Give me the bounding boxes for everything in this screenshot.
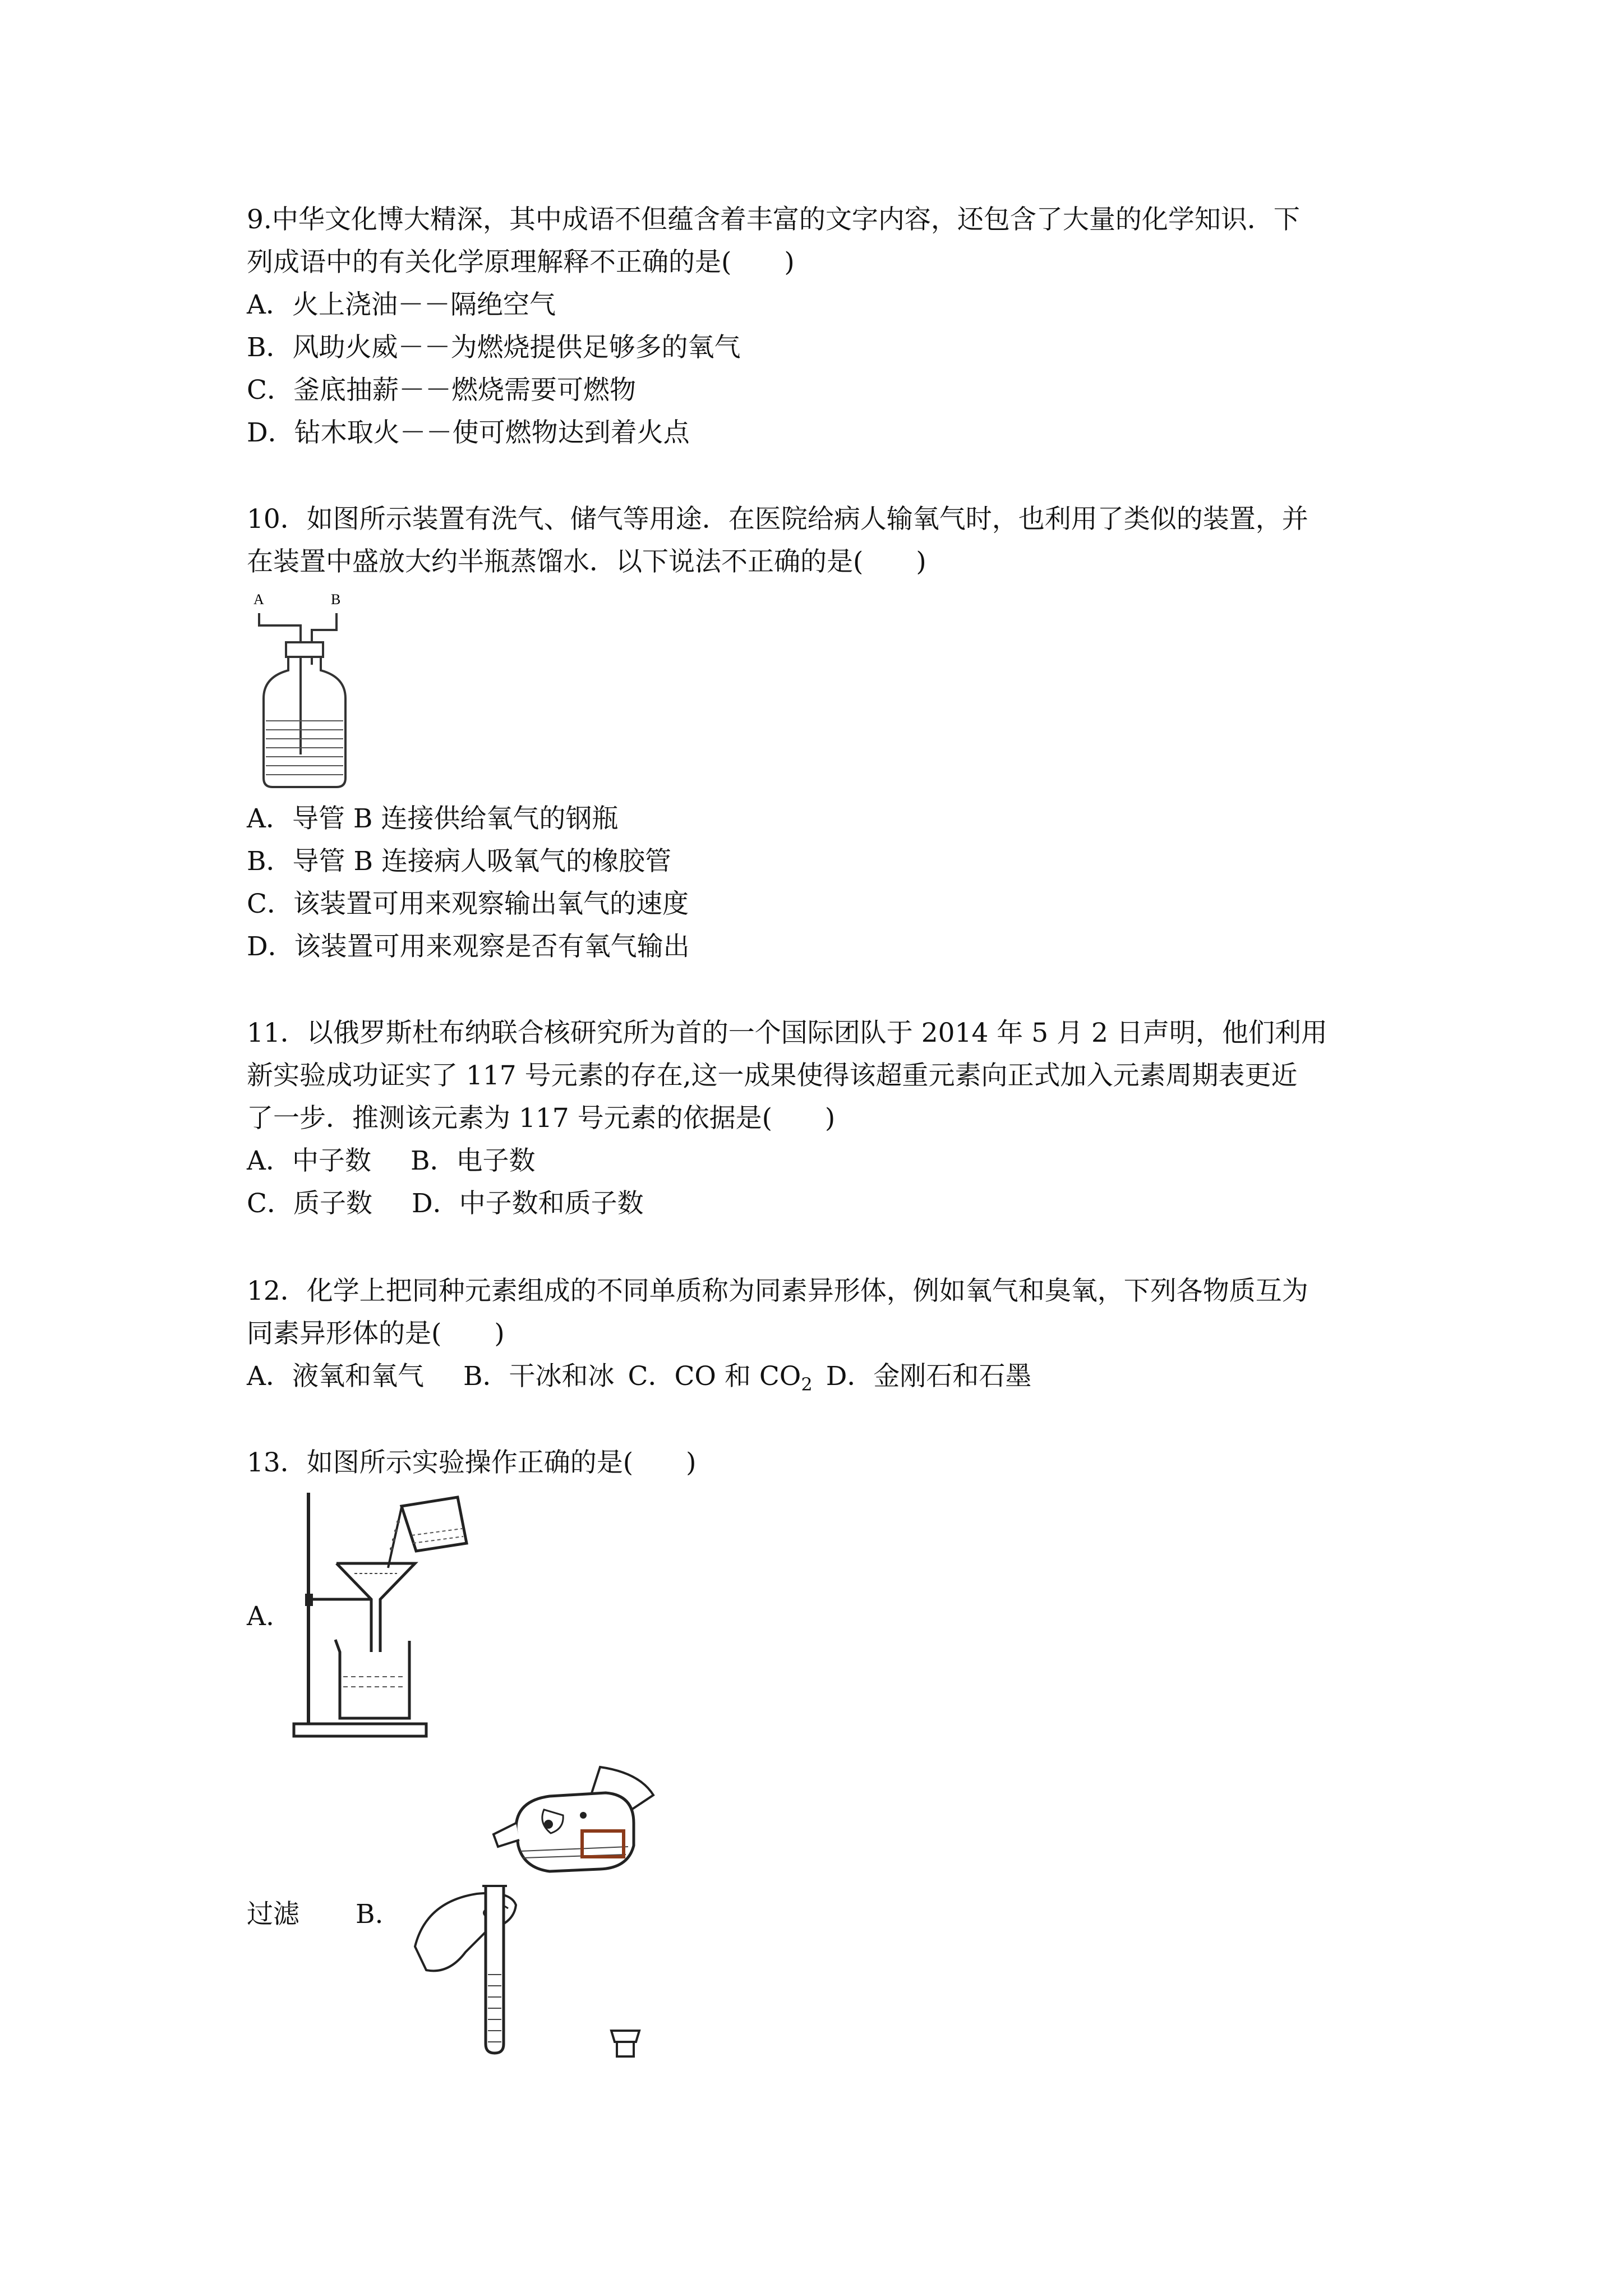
q11-option-b: B．电子数 (410, 1145, 536, 1176)
q10-stem-line-1: 10．如图所示装置有洗气、储气等用途．在医院给病人输氧气时，也利用了类似的装置，并 (247, 504, 1308, 535)
co2-subscript: 2 (801, 1374, 813, 1395)
q11-option-a: A．中子数 (247, 1145, 371, 1176)
q9-option-c: C．釜底抽薪－－燃烧需要可燃物 (247, 375, 636, 406)
q13-option-b-letter: B. (356, 1899, 384, 1930)
q12-option-b: B．干冰和冰 (463, 1361, 615, 1392)
q10-option-b: B．导管 B 连接病人吸氧气的橡胶管 (247, 846, 671, 877)
q12-options-row (247, 1360, 1031, 1401)
q11-option-c: C．质子数 (247, 1188, 372, 1219)
q10-option-c: C．该装置可用来观察输出氧气的速度 (247, 889, 689, 919)
q10-stem-line-2: 在装置中盛放大约半瓶蒸馏水．以下说法不正确的是( ) (247, 546, 926, 577)
q11-options-row-1 (247, 1144, 536, 1178)
q10-option-d: D．该装置可用来观察是否有氧气输出 (247, 931, 690, 962)
q11-options-row-2 (247, 1187, 644, 1221)
q12-option-d: D．金刚石和石墨 (826, 1361, 1032, 1392)
q12-option-a: A．液氧和氧气 (247, 1361, 424, 1392)
filtration-apparatus-figure (292, 1489, 477, 1742)
q13-stem: 13．如图所示实验操作正确的是( ) (247, 1447, 697, 1478)
filtration-caption: 过滤 (247, 1899, 299, 1930)
q9-option-b: B．风助火威－－为燃烧提供足够多的氧气 (247, 332, 741, 363)
q9-option-a: A．火上浇油－－隔绝空气 (247, 289, 556, 320)
q10-option-a: A．导管 B 连接供给氧气的钢瓶 (247, 803, 619, 834)
gas-washing-bottle-figure (247, 586, 359, 794)
q9-option-d: D．钻木取火－－使可燃物达到着火点 (247, 417, 690, 448)
figure-label-b: B (331, 591, 341, 608)
q12-stem-line-2: 同素异形体的是( ) (247, 1318, 505, 1349)
q11-stem-line-1: 11．以俄罗斯杜布纳联合核研究所为首的一个国际团队于 2014 年 5 月 2 日声明，他们利用 (247, 1018, 1327, 1048)
q11-option-d: D．中子数和质子数 (411, 1188, 644, 1219)
q13-option-b-row (247, 1898, 383, 1931)
q12-option-c: C．CO 和 $CO_2$ (628, 1361, 813, 1395)
q12-stem-line-1: 12．化学上把同种元素组成的不同单质称为同素异形体，例如氧气和臭氧，下列各物质互为 (247, 1276, 1308, 1306)
q9-stem-line-2: 列成语中的有关化学原理解释不正确的是( ) (247, 247, 795, 278)
liquid-pouring-figure (404, 1761, 662, 2076)
q9-stem-line-1: 9.中华文化博大精深，其中成语不但蕴含着丰富的文字内容，还包含了大量的化学知识．下 (247, 204, 1300, 235)
figure-label-a: A (253, 591, 264, 608)
q11-stem-line-3: 了一步．推测该元素为 117 号元素的依据是( ) (247, 1103, 836, 1134)
q11-stem-line-2: 新实验成功证实了 117 号元素的存在,这一成果使得该超重元素向正式加入元素周期表更近 (247, 1060, 1298, 1091)
q13-option-a-letter: A. (247, 1601, 274, 1632)
